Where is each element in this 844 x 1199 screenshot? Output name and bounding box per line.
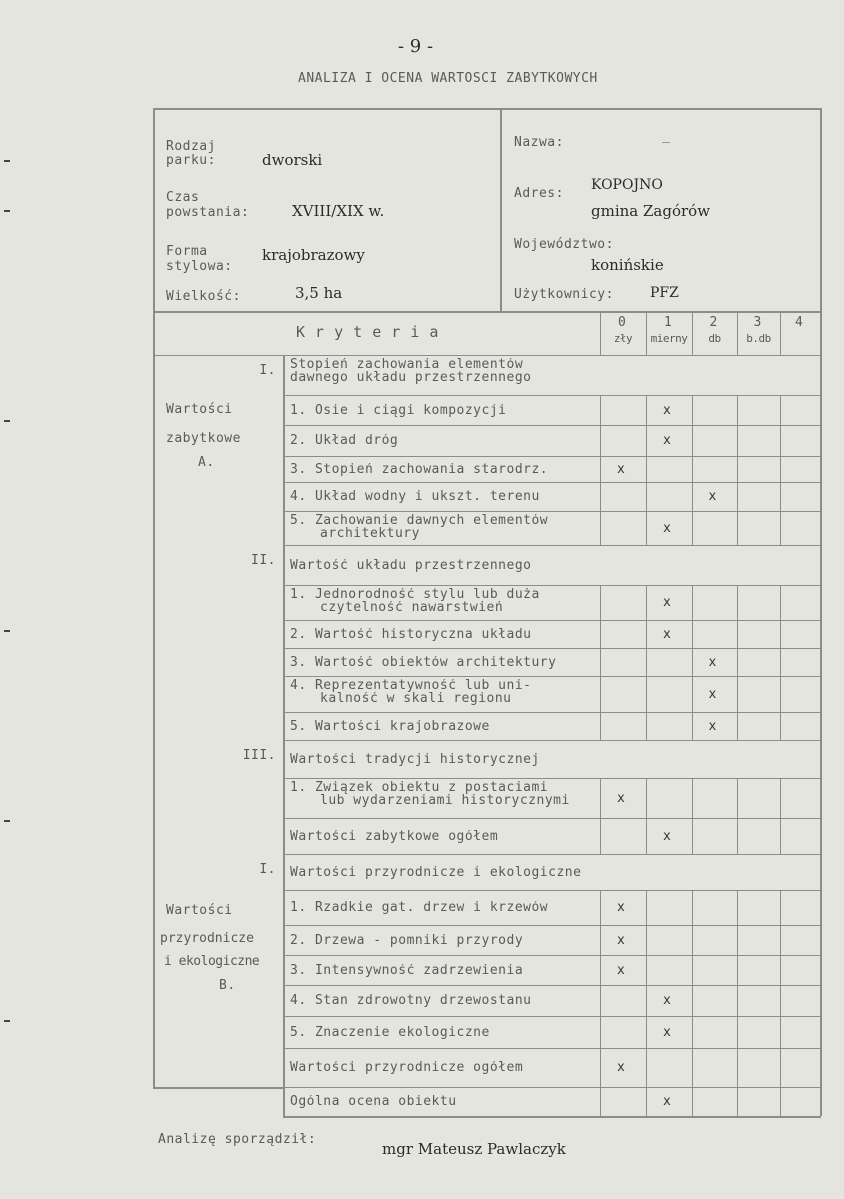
- scale-number: 1: [664, 315, 673, 330]
- section-b-line-4: B.: [219, 978, 236, 993]
- adres-label: Adres:: [514, 186, 564, 201]
- section-b-line-1: Wartości: [166, 903, 233, 918]
- criteria-text: Wartości tradycji historycznej: [290, 752, 540, 766]
- scale-number: 2: [709, 315, 718, 330]
- wielkosc-label: Wielkość:: [166, 289, 241, 304]
- criteria-text-cont: architektury: [320, 527, 420, 540]
- forma-value: krajobrazowy: [262, 246, 365, 264]
- wojewodztwo-value: konińskie: [591, 256, 664, 274]
- criteria-text: 1. Jednorodność stylu lub duża: [290, 588, 540, 601]
- criteria-text: Wartości zabytkowe ogółem: [290, 829, 499, 843]
- roman-numeral: I.: [259, 363, 276, 378]
- rodzaj-label-2: parku:: [166, 153, 216, 168]
- rating-mark: x: [663, 626, 671, 642]
- scale-label: b.db: [746, 333, 771, 345]
- criteria-text: 1. Osie i ciągi kompozycji: [290, 403, 507, 417]
- czas-label-2: powstania:: [166, 205, 250, 220]
- page-title: ANALIZA I OCENA WARTOSCI ZABYTKOWYCH: [298, 71, 598, 86]
- criteria-text: Wartości przyrodnicze ogółem: [290, 1061, 524, 1074]
- scale-label: zły: [613, 333, 633, 345]
- criteria-text: 3. Intensywność zadrzewienia: [290, 963, 524, 977]
- wielkosc-value: 3,5 ha: [295, 284, 343, 302]
- scale-label: mierny: [650, 333, 688, 345]
- footer-label: Analizę sporządził:: [158, 1132, 317, 1147]
- rating-mark: x: [708, 654, 717, 670]
- adres-value-2: gmina Zagórów: [591, 202, 711, 220]
- criteria-text: 2. Drzewa - pomniki przyrody: [290, 933, 524, 947]
- adres-value-1: KOPOJNO: [591, 177, 663, 193]
- criteria-text: Ogólna ocena obiektu: [290, 1095, 457, 1108]
- criteria-text: 4. Układ wodny i ukszt. terenu: [290, 490, 540, 503]
- rating-mark: x: [663, 993, 671, 1008]
- rodzaj-value: dworski: [262, 151, 323, 169]
- criteria-text-cont: czytelność nawarstwień: [320, 601, 504, 614]
- rating-mark: x: [617, 461, 625, 477]
- rating-mark: x: [708, 718, 717, 734]
- rating-mark: x: [663, 595, 671, 610]
- roman-numeral: I.: [259, 862, 276, 877]
- criteria-text: 2. Wartość historyczna układu: [290, 627, 532, 641]
- criteria-text: Wartości przyrodnicze i ekologiczne: [290, 865, 582, 879]
- scale-label: db: [708, 333, 721, 345]
- rating-mark: x: [617, 790, 625, 806]
- rating-mark: x: [663, 433, 671, 448]
- criteria-text: 1. Związek obiektu z postaciami: [290, 781, 549, 794]
- nazwa-label: Nazwa:: [514, 135, 564, 150]
- criteria-text-cont: kalność w skali regionu: [320, 692, 512, 705]
- criteria-text: 3. Stopień zachowania starodrz.: [290, 462, 549, 476]
- uzytkownicy-label: Użytkownicy:: [514, 287, 614, 302]
- page-number: - 9 -: [398, 36, 434, 57]
- scale-number: 0: [618, 315, 627, 330]
- author-name: mgr Mateusz Pawlaczyk: [382, 1140, 566, 1158]
- rating-mark: x: [663, 402, 671, 418]
- roman-numeral: III.: [242, 748, 276, 763]
- criteria-text: 4. Stan zdrowotny drzewostanu: [290, 994, 532, 1007]
- criteria-text: Wartość układu przestrzennego: [290, 558, 532, 572]
- rating-mark: x: [663, 520, 671, 536]
- rating-mark: x: [617, 962, 625, 978]
- czas-label: Czas: [166, 190, 200, 205]
- forma-label: Forma: [166, 244, 208, 259]
- section-a-line-1: Wartości: [166, 402, 233, 417]
- criteria-text: 5. Wartości krajobrazowe: [290, 719, 490, 733]
- nazwa-value: —: [662, 135, 671, 150]
- rodzaj-label: Rodzaj: [166, 139, 216, 154]
- rating-mark: x: [663, 1024, 671, 1040]
- roman-numeral: II.: [251, 553, 276, 568]
- section-b-line-3: i ekologiczne: [164, 954, 260, 969]
- rating-mark: x: [617, 1060, 625, 1075]
- kryteria-label: K r y t e r i a: [296, 323, 439, 341]
- scale-number: 3: [753, 315, 762, 330]
- rating-mark: x: [708, 489, 717, 504]
- section-a-line-3: A.: [198, 455, 215, 470]
- uzytkownicy-value: PFZ: [650, 285, 679, 301]
- criteria-text-cont: dawnego układu przestrzennego: [290, 371, 532, 384]
- scale-number: 4: [795, 315, 804, 330]
- rating-mark: x: [617, 932, 625, 948]
- rating-mark: x: [663, 1094, 671, 1109]
- rating-mark: x: [617, 900, 625, 915]
- criteria-text: 4. Reprezentatywność lub uni-: [290, 679, 532, 692]
- criteria-text: 5. Zachowanie dawnych elementów: [290, 514, 549, 527]
- criteria-text: Stopień zachowania elementów: [290, 358, 524, 371]
- criteria-text: 5. Znaczenie ekologiczne: [290, 1025, 490, 1039]
- criteria-text: 1. Rzadkie gat. drzew i krzewów: [290, 901, 549, 914]
- section-a-line-2: zabytkowe: [166, 431, 241, 446]
- criteria-text: 3. Wartość obiektów architektury: [290, 655, 557, 669]
- forma-label-2: stylowa:: [166, 259, 233, 274]
- criteria-text: 2. Układ dróg: [290, 434, 399, 447]
- czas-value: XVIII/XIX w.: [292, 202, 385, 220]
- section-b-line-2: przyrodnicze: [160, 931, 254, 946]
- wojewodztwo-label: Województwo:: [514, 237, 614, 252]
- criteria-text-cont: lub wydarzeniami historycznymi: [320, 794, 570, 807]
- rating-mark: x: [663, 828, 671, 844]
- rating-mark: x: [708, 686, 717, 702]
